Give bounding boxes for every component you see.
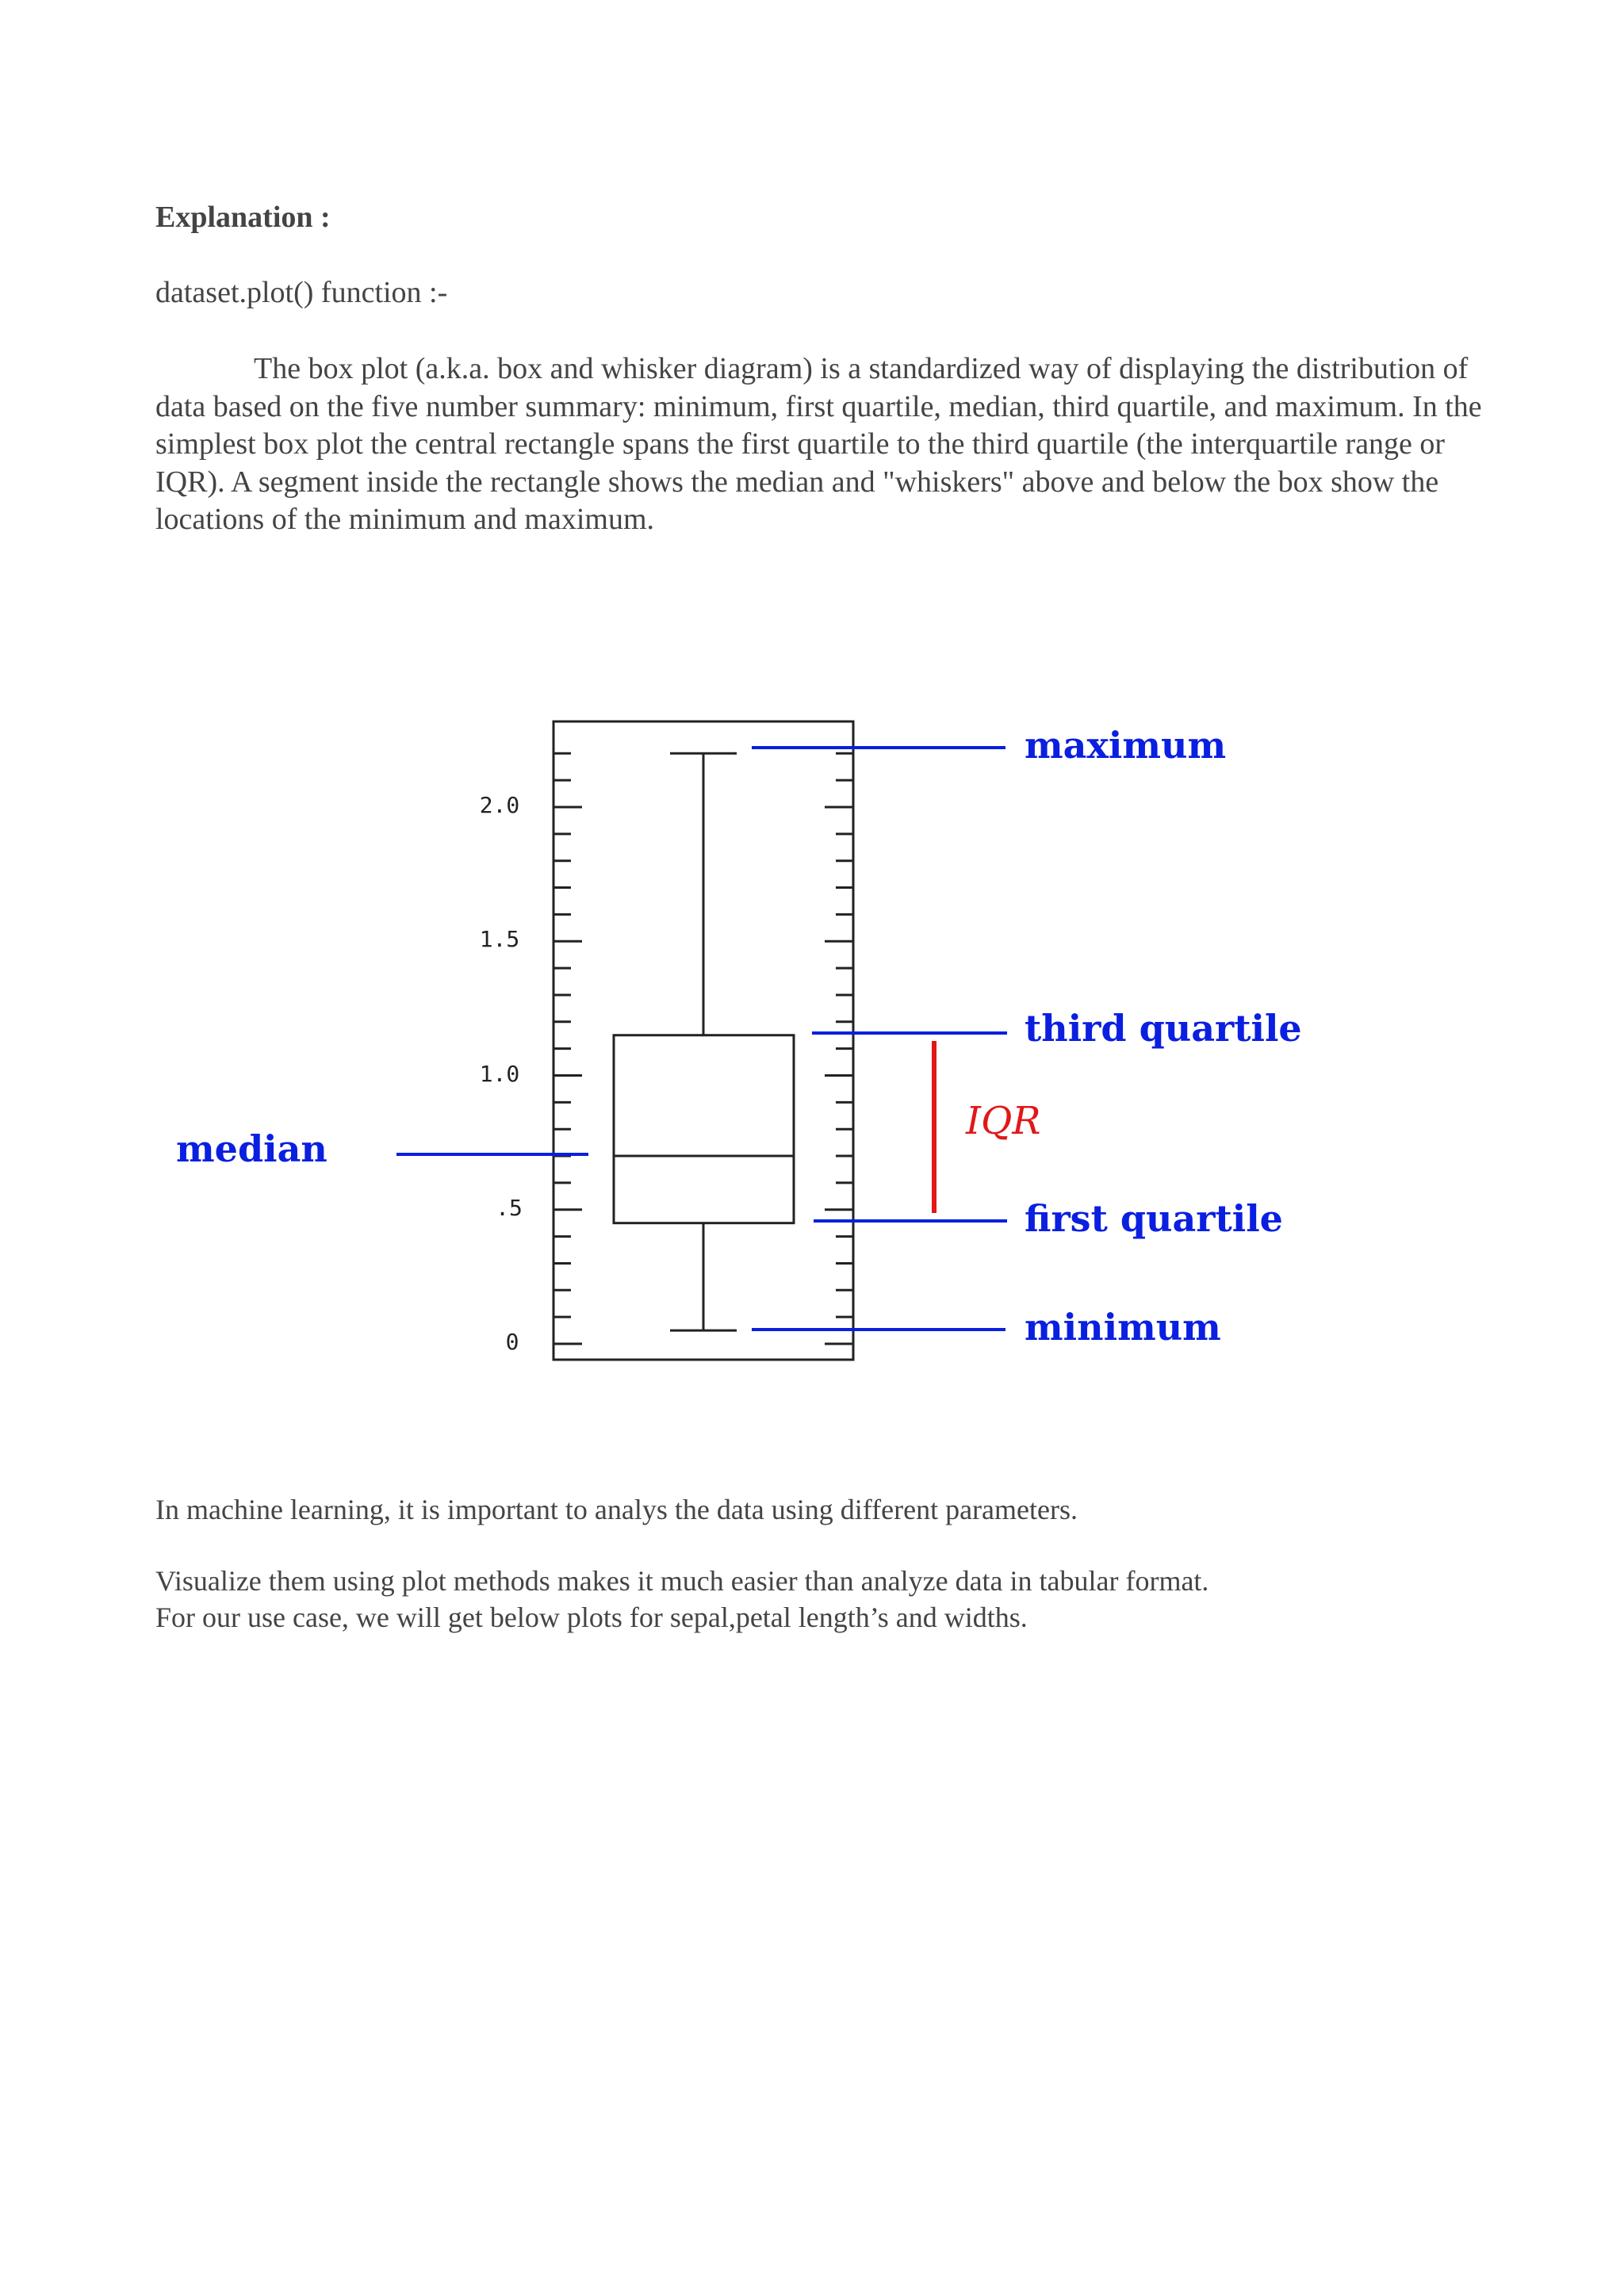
box-plot-explanation	[155, 350, 1488, 539]
paragraph-text: The box plot (a.k.a. box and whisker diagram) is a standardized way of displaying the distribution of data based on the five number summary: minimum, first quartile, median, third quartile, and maximum. In the simplest box plot the central rectangle spans the first quartile to the third quartile (the interquartile range or IQR). A segment inside the rectangle shows the median and "whiskers" above and below the box show the locations of the minimum and maximum.	[155, 352, 1482, 536]
tick-label-2.0: 2.0	[479, 792, 520, 818]
tick-label-1.0: 1.0	[479, 1061, 520, 1087]
box-marks	[614, 753, 794, 1330]
first-quartile-label: first quartile	[1025, 1197, 1283, 1240]
footer-line-1: In machine learning, it is important to analys the data using different parameters.	[155, 1494, 1078, 1525]
maximum-label: maximum	[1025, 724, 1227, 767]
iqr-label: IQR	[966, 1099, 1041, 1143]
footer-line-2: Visualize them using plot methods makes it much easier than analyze data in tabular format.	[155, 1565, 1209, 1597]
tick-label-0: 0	[505, 1329, 519, 1355]
footer-line-3: For our use case, we will get below plots for sepal,petal length’s and widths.	[155, 1601, 1028, 1633]
section-heading: Explanation :	[155, 201, 331, 234]
tick-label-1.5: 1.5	[479, 926, 520, 952]
function-subheading: dataset.plot() function :-	[155, 276, 448, 309]
third-quartile-label: third quartile	[1025, 1007, 1302, 1050]
iqr-box	[614, 1035, 794, 1223]
tick-label-0.5: .5	[496, 1195, 523, 1221]
box-plot-diagram	[159, 706, 1396, 1387]
axis-tick-labels	[480, 792, 523, 1355]
box-plot-svg	[159, 706, 1396, 1387]
median-label: median	[176, 1127, 327, 1170]
minimum-label: minimum	[1025, 1306, 1221, 1349]
